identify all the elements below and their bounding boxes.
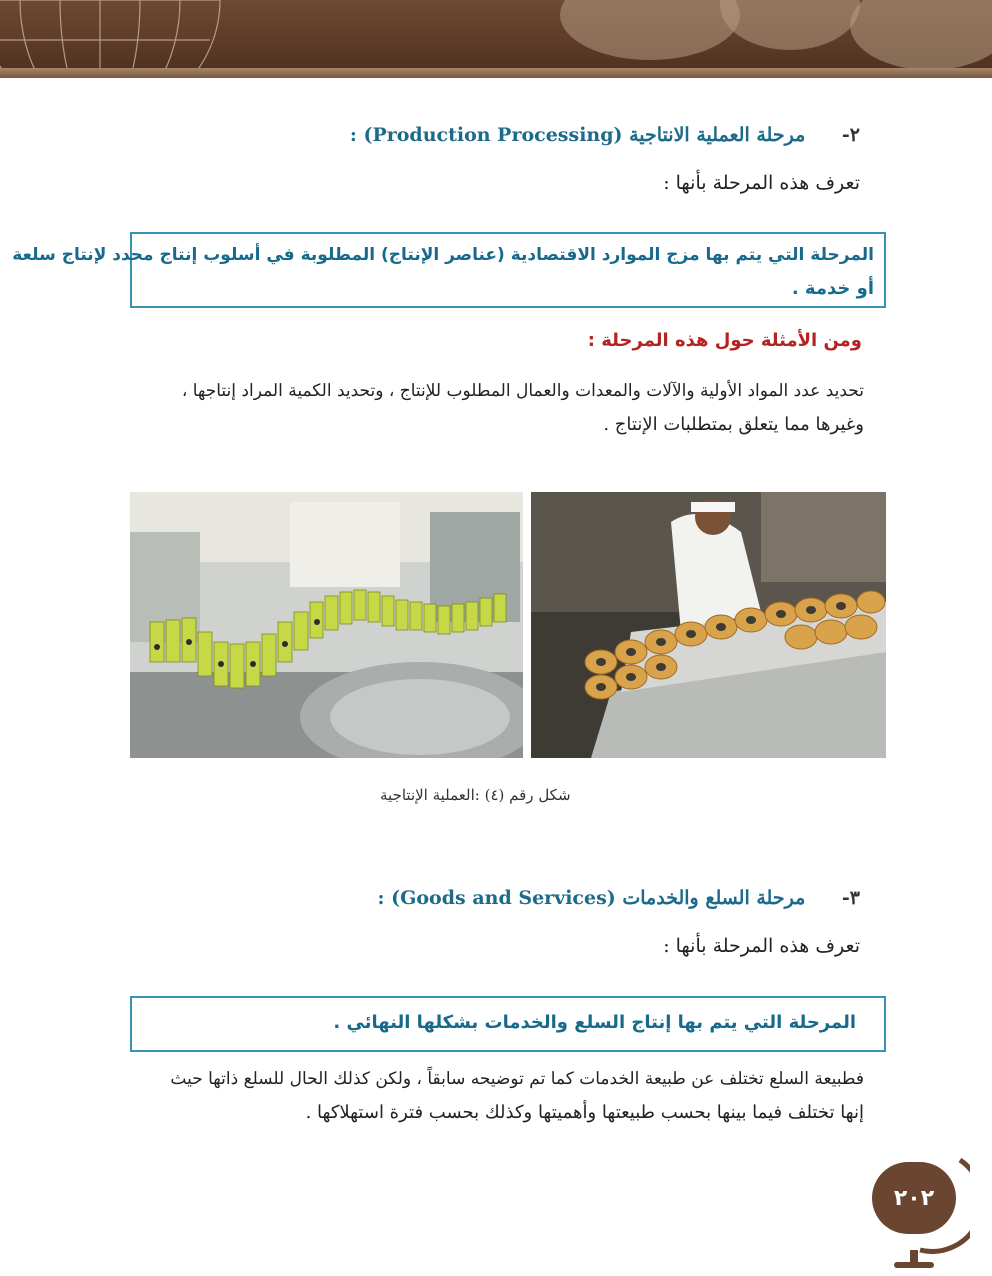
section-3-definition-box	[130, 996, 886, 1052]
header-banner	[0, 0, 992, 78]
production-line-photo	[130, 492, 523, 758]
section-2-heading	[350, 124, 860, 146]
page-number: ٢٠٢	[872, 1162, 956, 1234]
section-3-body-line-1: فطبيعة السلع تختلف عن طبيعة الخدمات كما تم توضيحه سابقاً ، ولكن كذلك الحال للسلع ذاتها حيث	[170, 1069, 864, 1089]
examples-line-2: وغيرها مما يتعلق بمتطلبات الإنتاج .	[603, 414, 864, 435]
world-map-decoration	[560, 0, 740, 60]
section-3-number: ٣-	[841, 887, 860, 909]
section-3-definition: المرحلة التي يتم بها إنتاج السلع والخدمات بشكلها النهائي .	[333, 1012, 856, 1033]
figure-caption: شكل رقم (٤) :العملية الإنتاجية	[380, 786, 571, 804]
section-2-definition-box	[12, 232, 886, 308]
section-2-definition-line-2: أو خدمة .	[791, 278, 874, 299]
section-3-body-paragraph	[128, 1062, 864, 1130]
examples-line-1: تحديد عدد المواد الأولية والآلات والمعدات والعمال المطلوب للإنتاج ، وتحديد الكمية المراد إنتاجها ،	[181, 381, 864, 401]
globe-grid-icon	[0, 0, 240, 70]
section-3-body-line-2: إنها تختلف فيما بينها بحسب طبيعتها وأهميتها وكذلك بحسب فترة استهلاكها .	[305, 1102, 864, 1123]
section-2-intro: تعرف هذه المرحلة بأنها :	[663, 172, 860, 194]
section-2-title: مرحلة العملية الانتاجية (Production Processing) :	[349, 124, 806, 146]
donut-production-photo	[531, 492, 886, 758]
section-2-examples-paragraph	[128, 374, 864, 442]
section-2-definition-line-1: المرحلة التي يتم بها مزج الموارد الاقتصادية (عناصر الإنتاج) المطلوبة في أسلوب إنتاج محدد لإنتاج سلعة	[12, 245, 874, 265]
section-3-heading	[378, 887, 860, 909]
section-3-title: مرحلة السلع والخدمات (Goods and Services) :	[377, 887, 806, 909]
section-3-intro: تعرف هذه المرحلة بأنها :	[663, 935, 860, 957]
examples-title: ومن الأمثلة حول هذه المرحلة :	[587, 330, 862, 351]
section-2-number: ٢-	[841, 124, 860, 146]
